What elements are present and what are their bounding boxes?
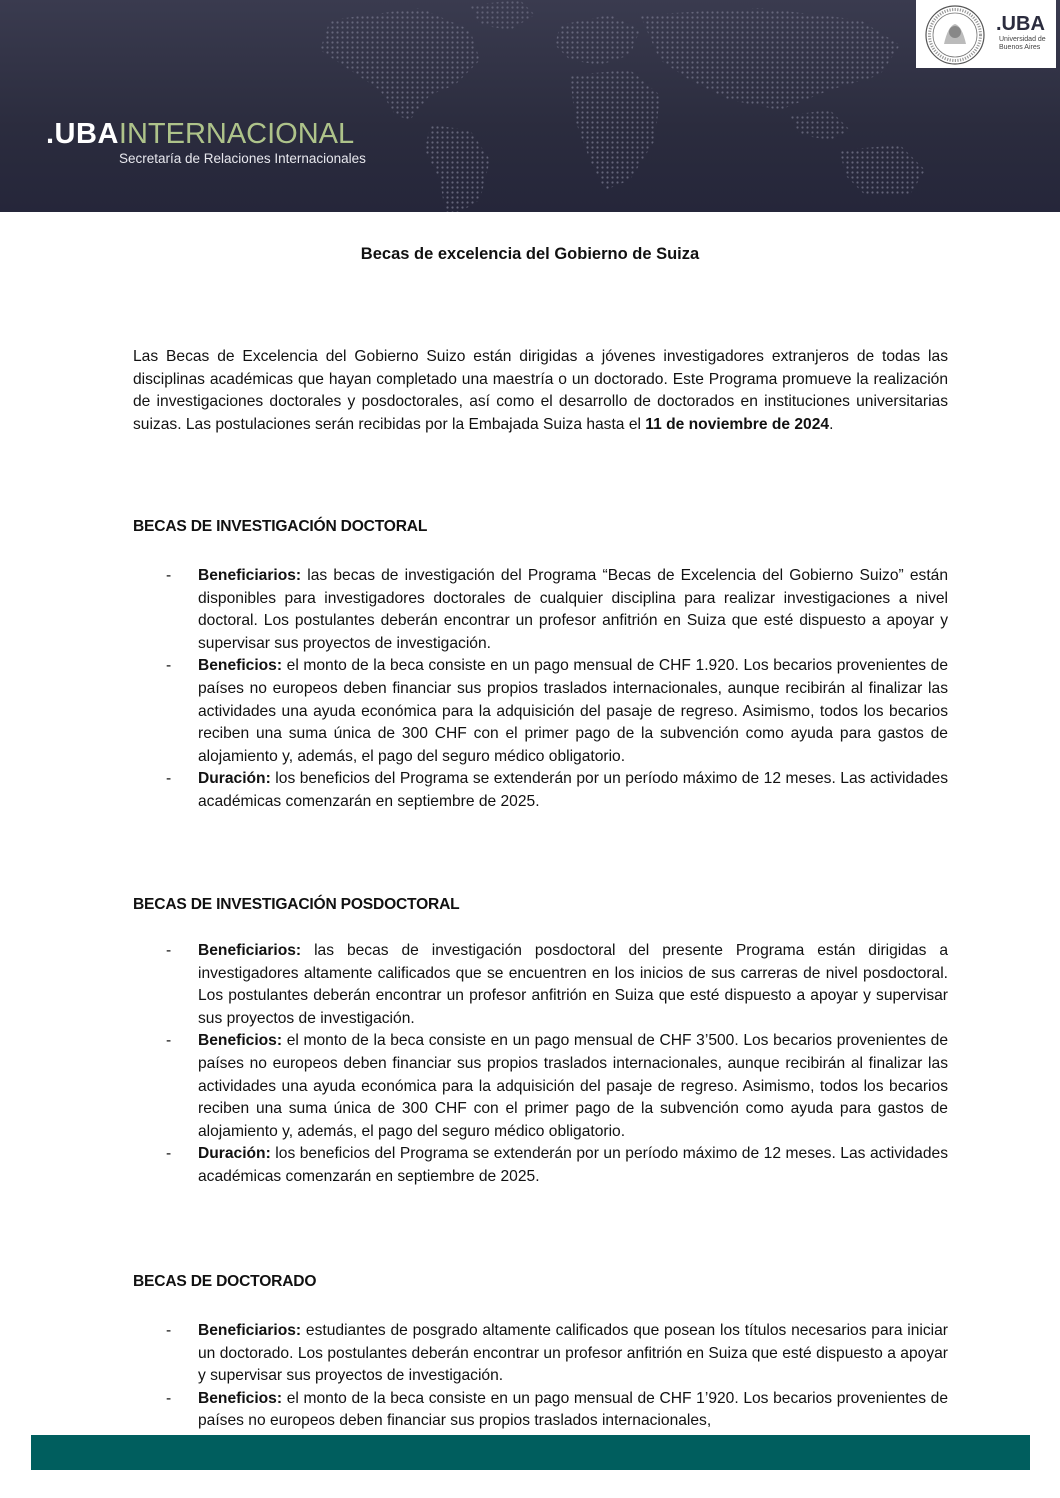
item-term: Duración: (198, 770, 271, 788)
intro-deadline: 11 de noviembre de 2024 (645, 415, 830, 433)
bullet-dash: - (166, 770, 172, 788)
document-title: Becas de excelencia del Gobierno de Suiza (360, 245, 700, 263)
section-heading-postdoctoral-research: BECAS DE INVESTIGACIÓN POSDOCTORAL (133, 896, 460, 913)
university-seal-icon (924, 4, 986, 66)
header-banner (0, 0, 1060, 212)
item-term: Beneficios: (198, 657, 283, 675)
item-text: los beneficios del Programa se extenderán por un período máximo de 12 meses. Las actividades académicas comenzarán en septiembre de 2025. (198, 1145, 948, 1185)
section-heading-doctorate: BECAS DE DOCTORADO (133, 1273, 317, 1290)
list-item (133, 768, 948, 813)
bullet-dash: - (166, 1389, 172, 1407)
item-text: los beneficios del Programa se extenderán por un período máximo de 12 meses. Las actividades académicas comenzarán en septiembre de 2025. (198, 770, 948, 810)
bullet-dash: - (166, 567, 172, 584)
item-text: las becas de investigación del Programa “Becas de Excelencia del Gobierno Suizo” están disponibles para investigadores doctorales de cualquier disciplina para realizar investigaciones a nivel doctoral. Los postulantes deberán encontrar un profesor anfitrión en Suiza que esté dispuesto a apoyar y supervisar sus proyectos de investigación. (198, 567, 948, 652)
brand-internacional-text: INTERNACIONAL (118, 118, 355, 150)
uba-internacional-brand (46, 118, 366, 166)
item-text: el monto de la beca consiste en un pago mensual de CHF 3’500. Los becarios provenientes de países no europeos deben financiar sus propios traslados internacionales, aunque recibirán al finalizar las actividades una ayuda económica para la adquisición del pasaje de regreso. Asimismo, todos los becarios reciben una suma única de 300 CHF con el primer pago de la subvención como ayuda para gastos de alojamiento y, además, el pago del seguro médico obligatorio. (198, 1032, 948, 1140)
list-item (133, 1143, 948, 1188)
section-heading-doctoral-research: BECAS DE INVESTIGACIÓN DOCTORAL (133, 518, 428, 535)
brand-uba-text: .UBA (46, 118, 119, 150)
item-text: las becas de investigación posdoctoral del presente Programa están dirigidas a investigadores altamente calificados que se encuentren en los inicios de sus carreras de nivel posdoctoral. Los postulantes deberán encontrar un profesor anfitrión en Suiza que esté dispuesto a apoyar y supervisar sus proyectos de investigación. (198, 942, 948, 1027)
list-item (133, 655, 948, 768)
intro-text: Las Becas de Excelencia del Gobierno Suizo están dirigidas a jóvenes investigadores extranjeros de todas las disciplinas académicas que hayan completado una maestría o un doctorado. Este Programa promueve la realización de investigaciones doctorales y posdoctorales, así como el desarrollo de doctorados en instituciones universitarias suizas. Las postulaciones serán recibidas por la Embajada Suiza hasta el (133, 348, 948, 433)
list-item (133, 1030, 948, 1143)
world-map-dots (0, 0, 1060, 212)
item-term: Beneficiarios: (198, 1322, 302, 1339)
uba-logo (916, 0, 1056, 68)
list-item (133, 1320, 948, 1388)
brand-wordmark (46, 118, 366, 150)
list-item (133, 1388, 948, 1433)
bullet-dash: - (166, 1322, 172, 1339)
intro-paragraph (133, 346, 948, 436)
list-postdoctoral-research (133, 940, 948, 1189)
list-item (133, 940, 948, 1030)
bullet-dash: - (166, 1145, 172, 1163)
bullet-dash: - (166, 657, 172, 675)
brand-subtitle: Secretaría de Relaciones Internacionales (119, 151, 366, 166)
item-term: Beneficiarios: (198, 567, 302, 584)
list-doctorate (133, 1320, 948, 1433)
list-item (133, 565, 948, 655)
item-text: estudiantes de posgrado altamente calificados que posean los títulos necesarios para iniciar un doctorado. Los postulantes deberán encontrar un profesor anfitrión en Suiza que esté dispuesto a apoyar y supervisar sus proyectos de investigación. (198, 1322, 948, 1385)
list-doctoral-research (133, 565, 948, 814)
bullet-dash: - (166, 1032, 172, 1050)
logo-uba-text: .UBA (996, 13, 1045, 35)
item-term: Beneficios: (198, 1032, 283, 1050)
item-term: Duración: (198, 1145, 271, 1163)
item-term: Beneficios: (198, 1389, 283, 1407)
item-text: el monto de la beca consiste en un pago mensual de CHF 1.920. Los becarios provenientes de países no europeos deben financiar sus propios traslados internacionales, aunque recibirán al finalizar las actividades una ayuda económica para la adquisición del pasaje de regreso. Asimismo, todos los becarios reciben una suma única de 300 CHF con el primer pago de la subvención como ayuda para gastos de alojamiento y, además, el pago del seguro médico obligatorio. (198, 657, 948, 765)
item-text: el monto de la beca consiste en un pago mensual de CHF 1’920. Los becarios provenientes de países no europeos deben financiar sus propios traslados internacionales, (198, 1389, 948, 1430)
item-term: Beneficiarios: (198, 942, 302, 959)
intro-end: . (829, 415, 834, 433)
footer-bar (31, 1435, 1030, 1470)
logo-university-text: Universidad de Buenos Aires (999, 36, 1046, 51)
bullet-dash: - (166, 942, 172, 959)
